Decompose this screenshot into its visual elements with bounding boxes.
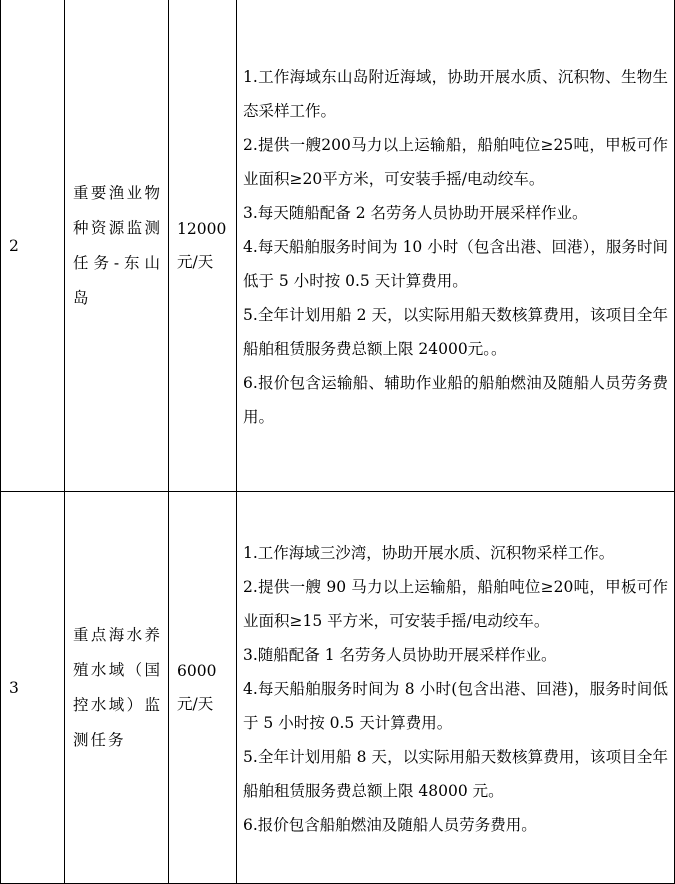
task-name: 重要渔业物种资源监测任务-东山岛 xyxy=(65,0,169,492)
unit-price: 6000元/天 xyxy=(169,492,237,884)
requirements-cell xyxy=(237,492,675,884)
row-number: 3 xyxy=(1,492,65,884)
requirement-item: 4.每天船舶服务时间为 10 小时（包含出港、回港），服务时间低于 5 小时按 0.5 天计算费用。 xyxy=(243,237,668,290)
table-row xyxy=(1,0,675,492)
requirement-item: 5.全年计划用船 8 天，以实际用船天数核算费用，该项目全年船舶租赁服务费总额上限 48000 元。 xyxy=(243,747,668,800)
requirement-item: 2.提供一艘 90 马力以上运输船，船舶吨位≥20吨，甲板可作业面积≥15 平方米，可安装手摇/电动绞车。 xyxy=(243,577,668,630)
unit-price: 12000元/天 xyxy=(169,0,237,492)
requirement-item: 1.工作海域三沙湾，协助开展水质、沉积物采样工作。 xyxy=(243,543,615,562)
row-number: 2 xyxy=(1,0,65,492)
table-row xyxy=(1,492,675,884)
requirement-item: 3.随船配备 1 名劳务人员协助开展采样作业。 xyxy=(243,645,557,664)
requirements-cell xyxy=(237,0,675,492)
requirement-item: 6.报价包含船舶燃油及随船人员劳务费用。 xyxy=(243,815,537,834)
requirement-item: 4.每天船舶服务时间为 8 小时(包含出港、回港)，服务时间低于 5 小时按 0.5 天计算费用。 xyxy=(243,679,668,732)
requirement-item: 5.全年计划用船 2 天，以实际用船天数核算费用，该项目全年船舶租赁服务费总额上限 24000元。。 xyxy=(243,305,668,358)
requirement-item: 2.提供一艘200马力以上运输船，船舶吨位≥25吨，甲板可作业面积≥20平方米，可安装手摇/电动绞车。 xyxy=(243,135,668,188)
task-name: 重点海水养殖水域（国控水域）监测任务 xyxy=(65,492,169,884)
requirement-item: 1.工作海域东山岛附近海域，协助开展水质、沉积物、生物生态采样工作。 xyxy=(243,67,668,120)
requirement-item: 6.报价包含运输船、辅助作业船的船舶燃油及随船人员劳务费用。 xyxy=(243,373,668,426)
requirement-item: 3.每天随船配备 2 名劳务人员协助开展采样作业。 xyxy=(243,203,588,222)
